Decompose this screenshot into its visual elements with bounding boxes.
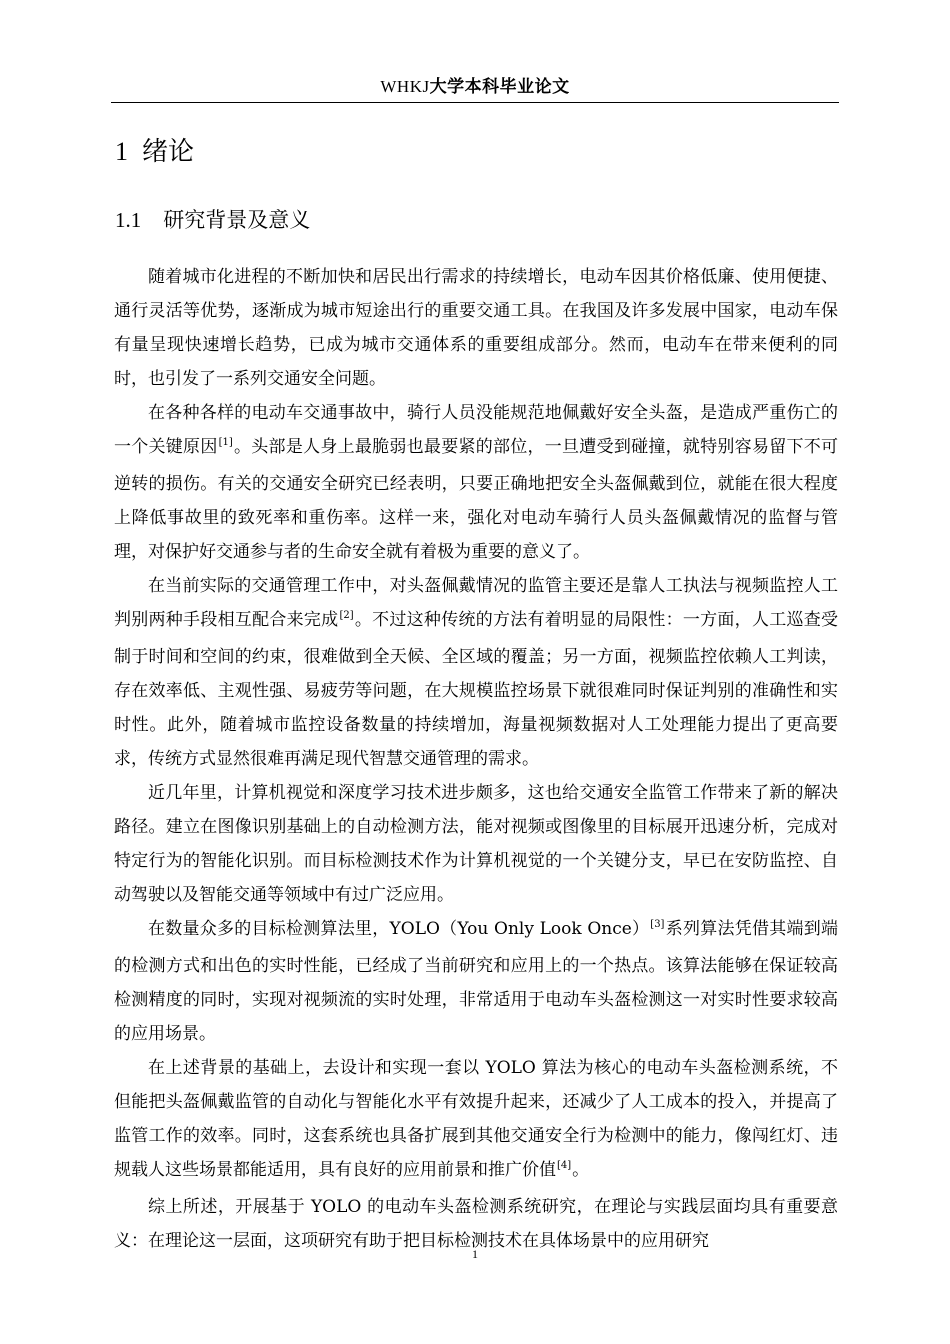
- citation-ref[interactable]: [2]: [339, 610, 354, 621]
- citation-ref[interactable]: [3]: [650, 919, 665, 930]
- paragraph-text: 。: [572, 1160, 590, 1180]
- paragraph-text: 。头部是人身上最脆弱也最要紧的部位，一旦遭受到碰撞，就特别容易留下不可逆转的损伤。有关的交通安全研究已经表明，只要正确地把安全头盔佩戴到位，就能在很大程度上降低事故里的致死率和重伤率。这样一来，强化对电动车骑行人员头盔佩戴情况的监督与管理，对保护好交通参与者的生命安全就有着极为重要的意义了。: [114, 437, 839, 562]
- chapter-number: 1: [115, 137, 128, 166]
- header-school-prefix: WHKJ: [380, 77, 430, 96]
- paragraph-1: [114, 260, 838, 396]
- paragraph-2: [114, 396, 838, 569]
- chapter-title: 绪论: [142, 137, 195, 167]
- paragraph-text: 在数量众多的目标检测算法里，YOLO（You Only Look Once）: [148, 919, 650, 939]
- chapter-heading: [115, 134, 194, 170]
- paragraph-text: 在各种各样的电动车交通事故中，骑行人员没能规范地佩戴好安全头盔，是造成严重伤亡的一个关键原因: [114, 403, 838, 457]
- header-rule: [111, 102, 839, 103]
- section-number: 1.1: [115, 208, 142, 232]
- citation-ref[interactable]: [1]: [218, 437, 233, 448]
- body-text: [114, 260, 838, 1258]
- paragraph-text: 近几年里，计算机视觉和深度学习技术进步颇多，这也给交通安全监管工作带来了新的解决路径。建立在图像识别基础上的自动检测方法，能对视频或图像里的目标展开迅速分析，完成对特定行为的智能化识别。而目标检测技术作为计算机视觉的一个关键分支，早已在安防监控、自动驾驶以及智能交通等领域中有过广泛应用。: [114, 783, 838, 905]
- paragraph-text: 。不过这种传统的方法有着明显的局限性：一方面，人工巡查受制于时间和空间的约束，很难做到全天候、全区域的覆盖；另一方面，视频监控依赖人工判读，存在效率低、主观性强、易疲劳等问题，在大规模监控场景下就很难同时保证判别的准确性和实时性。此外，随着城市监控设备数量的持续增加，海量视频数据对人工处理能力提出了更高要求，传统方式显然很难再满足现代智慧交通管理的需求。: [114, 610, 839, 769]
- paragraph-text: 综上所述，开展基于 YOLO 的电动车头盔检测系统研究，在理论与实践层面均具有重要意义：在理论这一层面，这项研究有助于把目标检测技术在具体场景中的应用研究: [114, 1197, 838, 1251]
- paragraph-4: [114, 776, 838, 912]
- paragraph-text: 在上述背景的基础上，去设计和实现一套以 YOLO 算法为核心的电动车头盔检测系统，不但能把头盔佩戴监管的自动化与智能化水平有效提升起来，还减少了人工成本的投入，并提高了监管工作的效率。同时，这套系统也具备扩展到其他交通安全行为检测中的能力，像闯红灯、违规载人这些场景都能适用，具有良好的应用前景和推广价值: [114, 1058, 838, 1180]
- paragraph-text: 随着城市化进程的不断加快和居民出行需求的持续增长，电动车因其价格低廉、使用便捷、通行灵活等优势，逐渐成为城市短途出行的重要交通工具。在我国及许多发展中国家，电动车保有量呈现快速增长趋势，已成为城市交通体系的重要组成部分。然而，电动车在带来便利的同时，也引发了一系列交通安全问题。: [114, 267, 838, 389]
- paragraph-6: [114, 1051, 838, 1190]
- paragraph-5: [114, 912, 838, 1051]
- section-heading: [115, 204, 310, 236]
- running-header: [0, 72, 950, 97]
- header-title: 大学本科毕业论文: [429, 77, 570, 97]
- paragraph-text: 在当前实际的交通管理工作中，对头盔佩戴情况的监管主要还是靠人工执法与视频监控人工判别两种手段相互配合来完成: [114, 576, 838, 630]
- page-number: 1: [472, 1247, 478, 1261]
- section-title: 研究背景及意义: [163, 208, 311, 232]
- paragraph-text: 系列算法凭借其端到端的检测方式和出色的实时性能，已经成了当前研究和应用上的一个热点。该算法能够在保证较高检测精度的同时，实现对视频流的实时处理，非常适用于电动车头盔检测这一对实时性要求较高的应用场景。: [114, 919, 838, 1044]
- citation-ref[interactable]: [4]: [557, 1160, 572, 1171]
- paragraph-3: [114, 569, 838, 776]
